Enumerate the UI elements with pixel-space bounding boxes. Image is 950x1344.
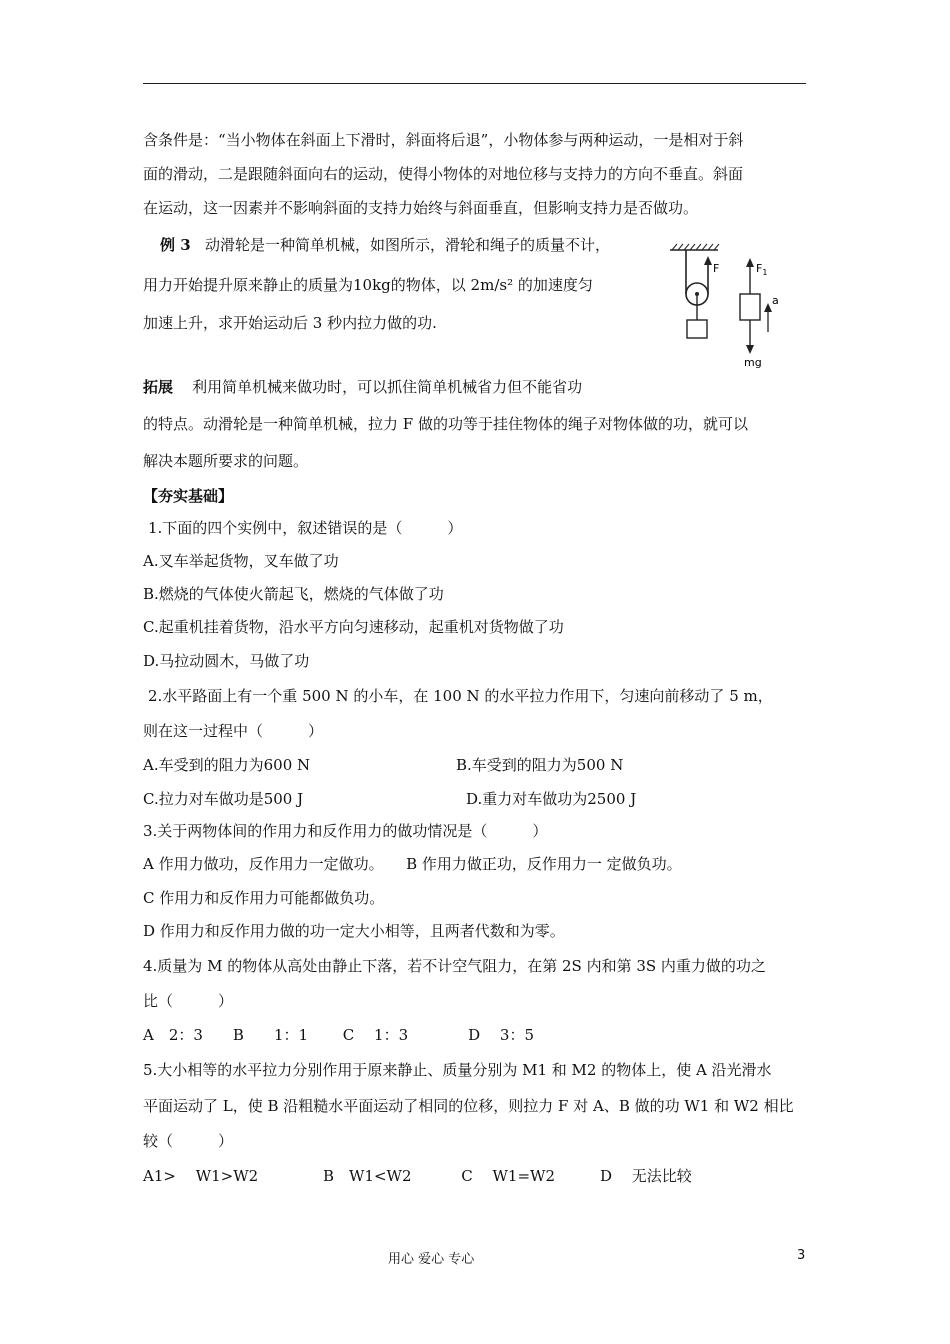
q2-stem-2: 则在这一过程中（ ）	[143, 722, 324, 740]
q1-stem: 1.下面的四个实例中，叙述错误的是（ ）	[148, 519, 463, 537]
q4-stem-1: 4.质量为 M 的物体从高处由静止下落，若不计空气阻力，在第 2S 内和第 3S 内重力做的功之	[143, 957, 766, 975]
footer-slogan: 用心 爱心 专心	[388, 1252, 475, 1267]
q1-option-b: B.燃烧的气体使火箭起飞，燃烧的气体做了功	[143, 585, 444, 603]
intro-line-1: 含条件是：“当小物体在斜面上下滑时，斜面将后退”，小物体参与两种运动，一是相对于斜	[143, 131, 744, 149]
q5-options: A1> W1>W2 B W1<W2 C W1=W2 D 无法比较	[143, 1167, 692, 1185]
q3-option-d: D 作用力和反作用力做的功一定大小相等，且两者代数和为零。	[143, 922, 565, 940]
q3-stem: 3.关于两物体间的作用力和反作用力的做功情况是（ ）	[143, 822, 548, 840]
q2-option-c: C.拉力对车做功是500 J	[143, 790, 304, 808]
label-F1: $F_1$	[756, 262, 768, 277]
q1-option-a: A.叉车举起货物，叉车做了功	[143, 552, 339, 570]
q5-stem-3: 较（ ）	[143, 1132, 234, 1150]
q4-options: A 2：3 B 1：1 C 1：3 D 3：5	[143, 1026, 535, 1044]
example3-label: 例 3	[160, 236, 191, 254]
q4-stem-2: 比（ ）	[143, 992, 234, 1010]
label-F: F	[713, 262, 720, 275]
q3-option-ab: A 作用力做功，反作用力一定做功。 B 作用力做正功，反作用力一 定做负功。	[143, 855, 682, 873]
q5-stem-1: 5.大小相等的水平拉力分别作用于原来静止、质量分别为 M1 和 M2 的物体上，使 A 沿光滑水	[143, 1061, 772, 1079]
q2-stem-1: 2.水平路面上有一个重 500 N 的小车，在 100 N 的水平拉力作用下，匀速向前移动了 5 m，	[148, 687, 773, 705]
q1-option-d: D.马拉动圆木，马做了功	[143, 652, 310, 670]
example3-line-3: 加速上升，求开始运动后 3 秒内拉力做的功.	[143, 314, 437, 332]
intro-line-2: 面的滑动，二是跟随斜面向右的运动，使得小物体的对地位移与支持力的方向不垂直。斜面	[143, 165, 744, 183]
extension-text-1: 利用简单机械来做功时，可以抓住简单机械省力但不能省功	[192, 378, 583, 396]
q3-option-c: C 作用力和反作用力可能都做负功。	[143, 889, 385, 907]
page-number: 3	[797, 1248, 806, 1263]
extension-label: 拓展	[143, 378, 174, 396]
example3-line-2: 用力开始提升原来静止的质量为10kg的物体，以 2m/s² 的加速度匀	[143, 276, 593, 294]
pulley-figure	[660, 232, 810, 372]
intro-line-3: 在运动，这一因素并不影响斜面的支持力始终与斜面垂直，但影响支持力是否做功。	[143, 199, 699, 217]
q2-option-b: B.车受到的阻力为500 N	[456, 756, 624, 774]
example3-text-1: 动滑轮是一种简单机械，如图所示，滑轮和绳子的质量不计，	[204, 236, 610, 254]
q5-stem-2: 平面运动了 L，使 B 沿粗糙水平面运动了相同的位移，则拉力 F 对 A、B 做的功 W1 和 W2 相比	[143, 1097, 794, 1115]
section-title: 【夯实基础】	[143, 487, 234, 505]
q2-option-a: A.车受到的阻力为600 N	[143, 756, 311, 774]
extension-line-2: 的特点。动滑轮是一种简单机械，拉力 F 做的功等于挂住物体的绳子对物体做的功，就可以	[143, 415, 748, 433]
q1-option-c: C.起重机挂着货物，沿水平方向匀速移动，起重机对货物做了功	[143, 618, 564, 636]
extension-line-1	[143, 377, 582, 397]
example3-line-1	[160, 235, 610, 255]
extension-line-3: 解决本题所要求的问题。	[143, 452, 309, 470]
label-a: a	[772, 294, 779, 307]
q2-option-d: D.重力对车做功为2500 J	[466, 790, 637, 808]
label-mg: mg	[744, 356, 762, 369]
header-rule	[143, 83, 806, 84]
